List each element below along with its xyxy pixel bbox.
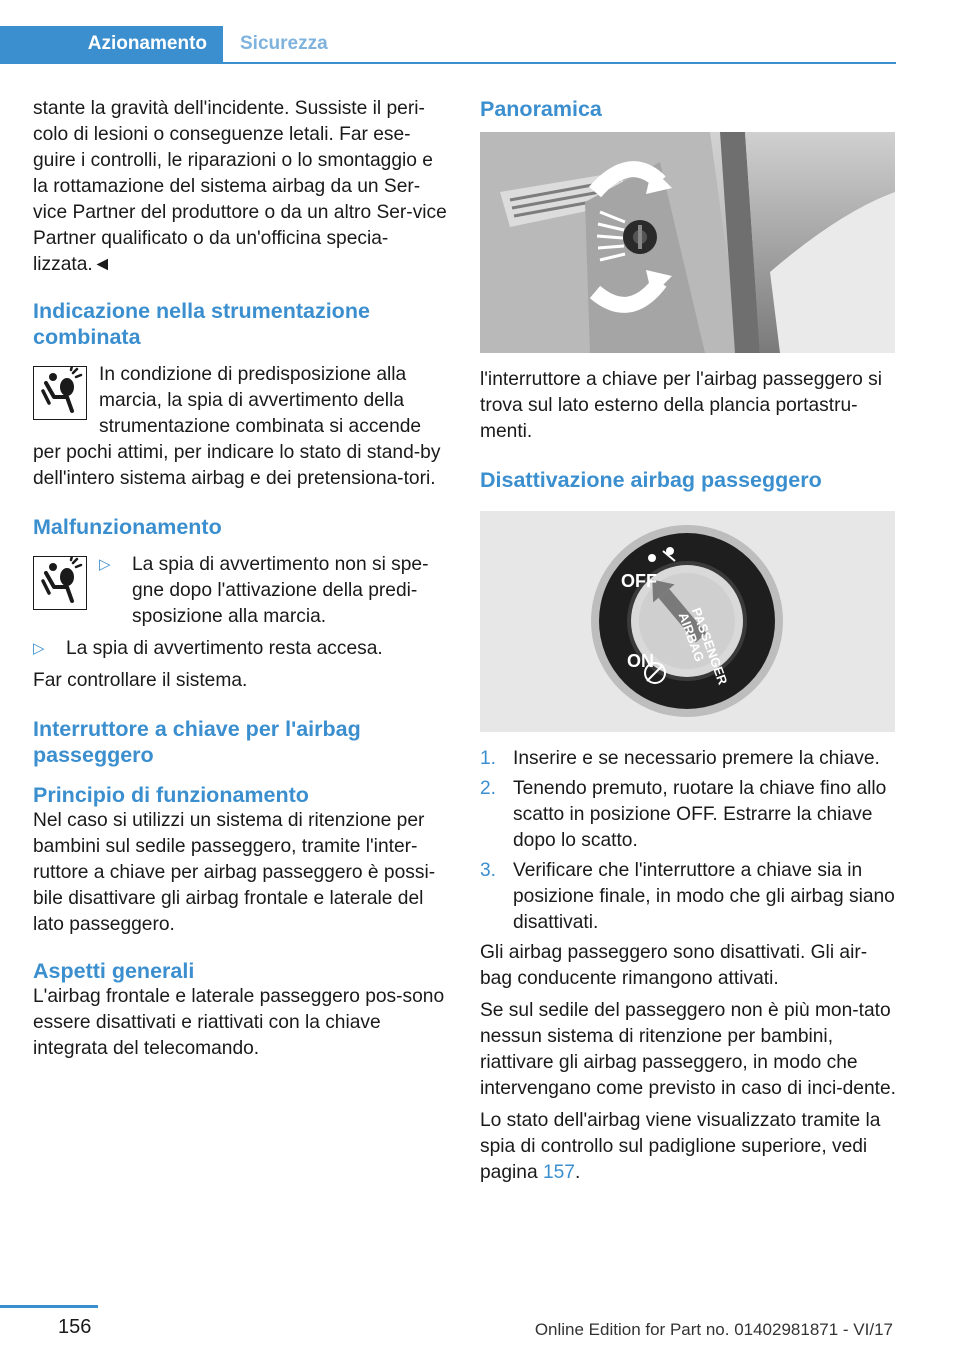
indicator-text: In condizione di predisposizione alla marcia, la spia di avvertimento della strumentazione combinata si accende per pochi attimi, per indicare lo stato di stand-by dell'intero sistema airbag e dei pretensiona-tori.: [33, 364, 441, 489]
list-item: 1. Inserire e se necessario premere la chiave.: [480, 748, 880, 769]
section-tabs: [0, 26, 896, 64]
malfunction-list: [99, 552, 449, 630]
list-item: ▷ La spia di avvertimento non si spe-gne dopo l'attivazione della predi-sposizione alla marcia.: [99, 554, 429, 627]
overview-image: [480, 132, 895, 353]
deactivation-steps: [480, 746, 896, 936]
general-heading: Aspetti generali: [33, 959, 195, 983]
indicator-block: [33, 362, 449, 492]
list-item: ▷ La spia di avvertimento resta accesa.: [33, 636, 449, 662]
deactivated-note: Gli airbag passeggero sono disattivati. Gli air-bag conducente rimangono attivati.: [480, 942, 868, 989]
reactivate-note: Se sul sedile del passeggero non è più mon-tato nessun sistema di ritenzione per bambini, riattivare gli airbag passeggero, in modo che intervengano come previsto in caso di inci-dente.: [480, 1000, 896, 1099]
malfunction-note: Far controllare il sistema.: [33, 670, 248, 691]
malfunction-block: [33, 552, 449, 662]
airbag-warning-icon: [33, 556, 87, 610]
list-item: 2. Tenendo premuto, ruotare la chiave fino allo scatto in posizione OFF. Estrarre la chiave dopo lo scatto.: [480, 778, 887, 851]
bullet-triangle-icon: ▷: [99, 556, 111, 573]
malfunction-heading: Malfunzionamento: [33, 515, 222, 539]
malfunction-list: [33, 636, 449, 662]
key-switch-image: [480, 511, 895, 732]
deactivation-heading: Disattivazione airbag passeggero: [480, 468, 822, 492]
overview-text: l'interruttore a chiave per l'airbag passeggero si trova sul lato esterno della plancia portastru-menti.: [480, 369, 882, 442]
overview-heading: Panoramica: [480, 97, 602, 121]
bullet-triangle-icon: ▷: [33, 640, 45, 657]
left-column: [33, 96, 449, 1062]
edition-info: Online Edition for Part no. 01402981871 - VI/17: [534, 1320, 893, 1339]
page-link[interactable]: 157: [542, 1162, 575, 1183]
dial-label-off: OFF: [621, 571, 657, 591]
page-number: 156: [58, 1316, 92, 1338]
tab-azionamento[interactable]: Azionamento: [0, 26, 223, 62]
right-column: [480, 96, 896, 1186]
footer-rule: [0, 1305, 98, 1308]
list-item: 3. Verificare che l'interruttore a chiave sia in posizione finale, in modo che gli airbag siano disattivati.: [480, 860, 895, 933]
tab-sicurezza[interactable]: Sicurezza: [240, 33, 328, 54]
dial-label-ring: PASSENGER AIRBAG: [675, 605, 731, 687]
status-note: Lo stato dell'airbag viene visualizzato tramite la spia di controllo sul padiglione superiore, vedi pagina 157.: [480, 1110, 881, 1183]
airbag-warning-icon: [33, 366, 87, 420]
principle-heading: Principio di funzionamento: [33, 783, 309, 807]
switch-heading: Interruttore a chiave per l'airbag passeggero: [33, 717, 361, 767]
principle-text: Nel caso si utilizzi un sistema di ritenzione per bambini sul sedile passeggero, tramite l'inter-ruttore a chiave per airbag passeggero è possi-bile disattivare gli airbag frontale e laterale del lato passeggero.: [33, 810, 436, 935]
dial-label-on: ON: [627, 651, 654, 671]
general-text: L'airbag frontale e laterale passeggero pos-sono essere disattivati e riattivati con la chiave integrata del telecomando.: [33, 986, 445, 1059]
intro-paragraph: stante la gravità dell'incidente. Sussiste il peri-colo di lesioni o conseguenze letali. Far ese-guire i controlli, le riparazioni o lo smontaggio e la rottamazione del sistema airbag da un Ser-vice Partner del produttore o da un altro Ser-vice Partner qualificato o da un'officina specia-lizzata.◄: [33, 98, 447, 275]
indicator-heading: Indicazione nella strumentazione combinata: [33, 299, 370, 349]
